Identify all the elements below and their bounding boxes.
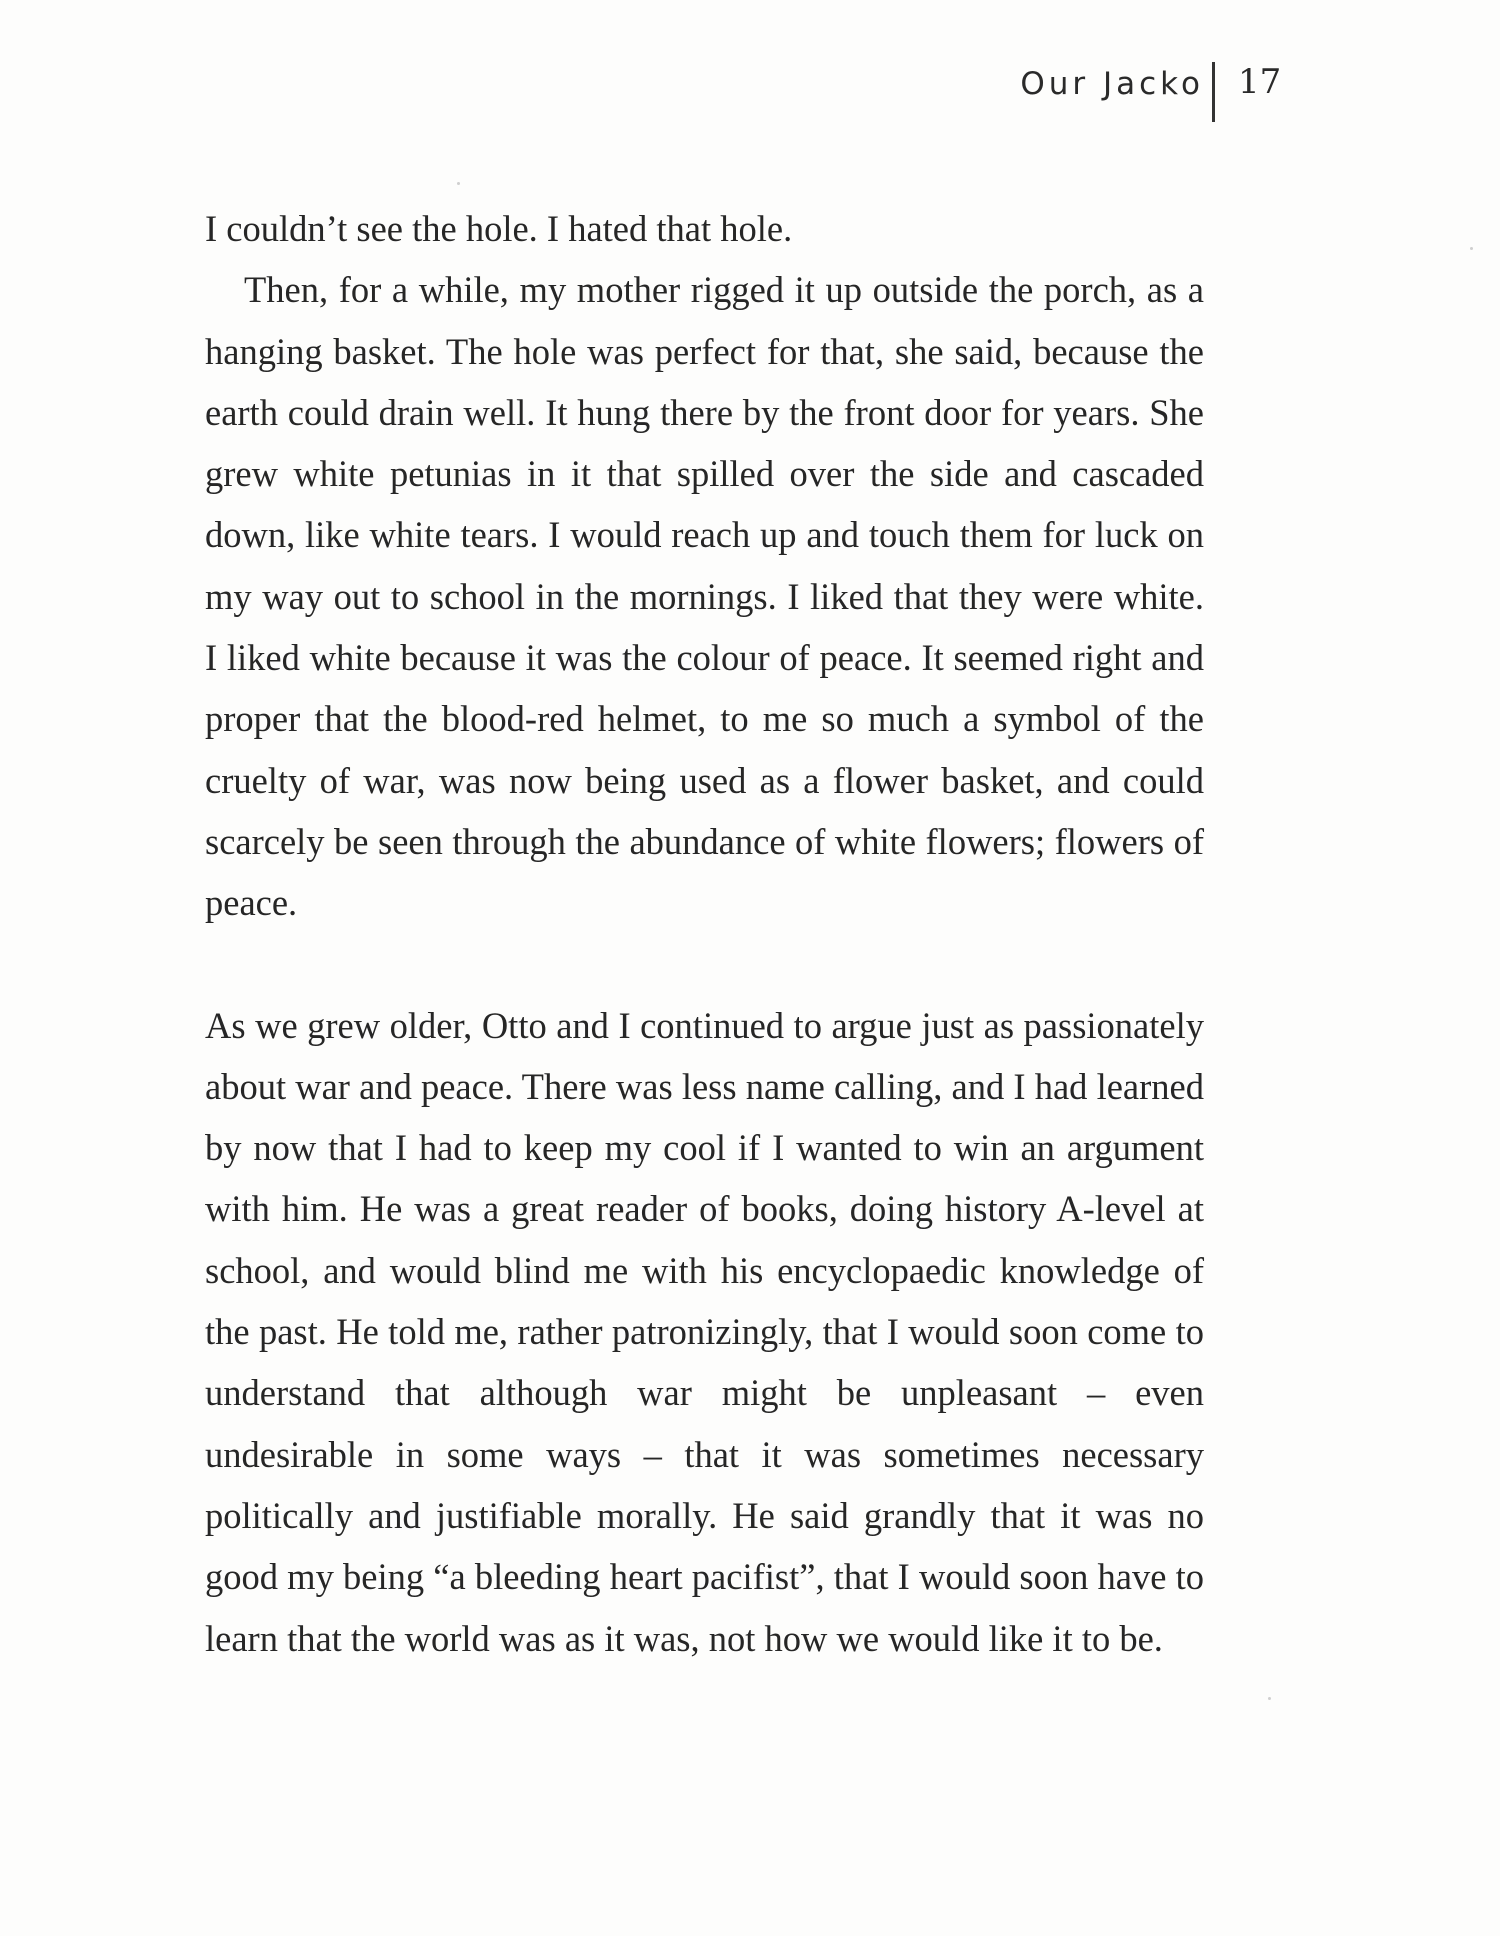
section-break [205,934,1204,995]
running-head [1000,62,1320,122]
paragraph-hanging-basket: Then, for a while, my mother rigged it up outside the porch, as a hanging basket. The hole was perfect for that, she said, because the earth could drain well. It hung there by the front door for years. She grew white petunias in it that spilled over the side and cascaded down, like white tears. I would reach up and touch them for luck on my way out to school in the mornings. I liked that they were white. I liked white because it was the colour of peace. It seemed right and proper that the blood-red helmet, to me so much a symbol of the cruelty of war, was now being used as a flower basket, and could scarcely be seen through the abundance of white flowers; flowers of peace. [205,269,1204,924]
body-text [205,198,1204,1669]
scan-speck [1470,247,1473,250]
scan-speck [1268,1697,1271,1700]
running-title: Our Jacko [1020,66,1204,102]
page-number: 17 [1238,62,1282,102]
paragraph-continuation: I couldn’t see the hole. I hated that hole. [205,208,793,249]
scan-speck [457,182,460,185]
header-divider [1212,62,1215,122]
paragraph-otto-argument: As we grew older, Otto and I continued to argue just as passionately about war and peace. There was less name calling, and I had learned by now that I had to keep my cool if I wanted to win an argument with him. He was a great reader of books, doing history A-level at school, and would blind me with his encyclopaedic knowledge of the past. He told me, rather patronizingly, that I would soon come to understand that although war might be unpleasant – even undesirable in some ways – that it was sometimes necessary politically and justifiable morally. He said grandly that it was no good my being “a bleeding heart pacifist”, that I would soon have to learn that the world was as it was, not how we would like it to be. [205,1004,1204,1659]
